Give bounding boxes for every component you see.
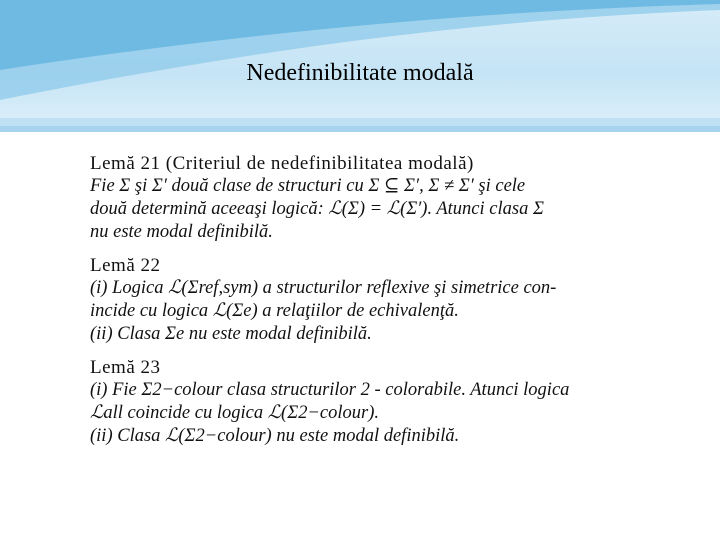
lemma-heading: Lemă 21 (Criteriul de nedefinibilitatea modală) [90, 153, 474, 174]
lemma-line: (ii) Clasa Σe nu este modal definibilă. [90, 324, 372, 344]
lemma-line: Fie Σ şi Σ′ două clase de structuri cu Σ ⊆ Σ′, Σ ≠ Σ′ şi cele [90, 176, 526, 196]
slide-header-band [0, 0, 720, 132]
lemma-line: incide cu logica ℒ(Σe) a relaţiilor de echivalenţă. [90, 301, 459, 321]
lemma-line: ℒall coincide cu logica ℒ(Σ2−colour). [90, 403, 380, 423]
lemma-heading: Lemă 22 [90, 255, 161, 276]
lemma-line: (i) Logica ℒ(Σref,sym) a structurilor reflexive şi simetrice con- [90, 278, 557, 298]
lemma-heading: Lemă 23 [90, 357, 161, 378]
lemma-line: (i) Fie Σ2−colour clasa structurilor 2 - colorabile. Atunci logica [90, 380, 570, 400]
lemma-line: nu este modal definibilă. [90, 222, 273, 242]
slide-content [90, 152, 665, 458]
lemma-line: (ii) Clasa ℒ(Σ2−colour) nu este modal definibilă. [90, 426, 460, 446]
lemma-22 [90, 254, 665, 346]
slide-title: Nedefinibilitate modală [246, 60, 474, 86]
lemma-23 [90, 356, 665, 448]
lemma-21 [90, 152, 665, 244]
lemma-line: două determină aceeaşi logică: ℒ(Σ) = ℒ(Σ′). Atunci clasa Σ [90, 199, 544, 219]
